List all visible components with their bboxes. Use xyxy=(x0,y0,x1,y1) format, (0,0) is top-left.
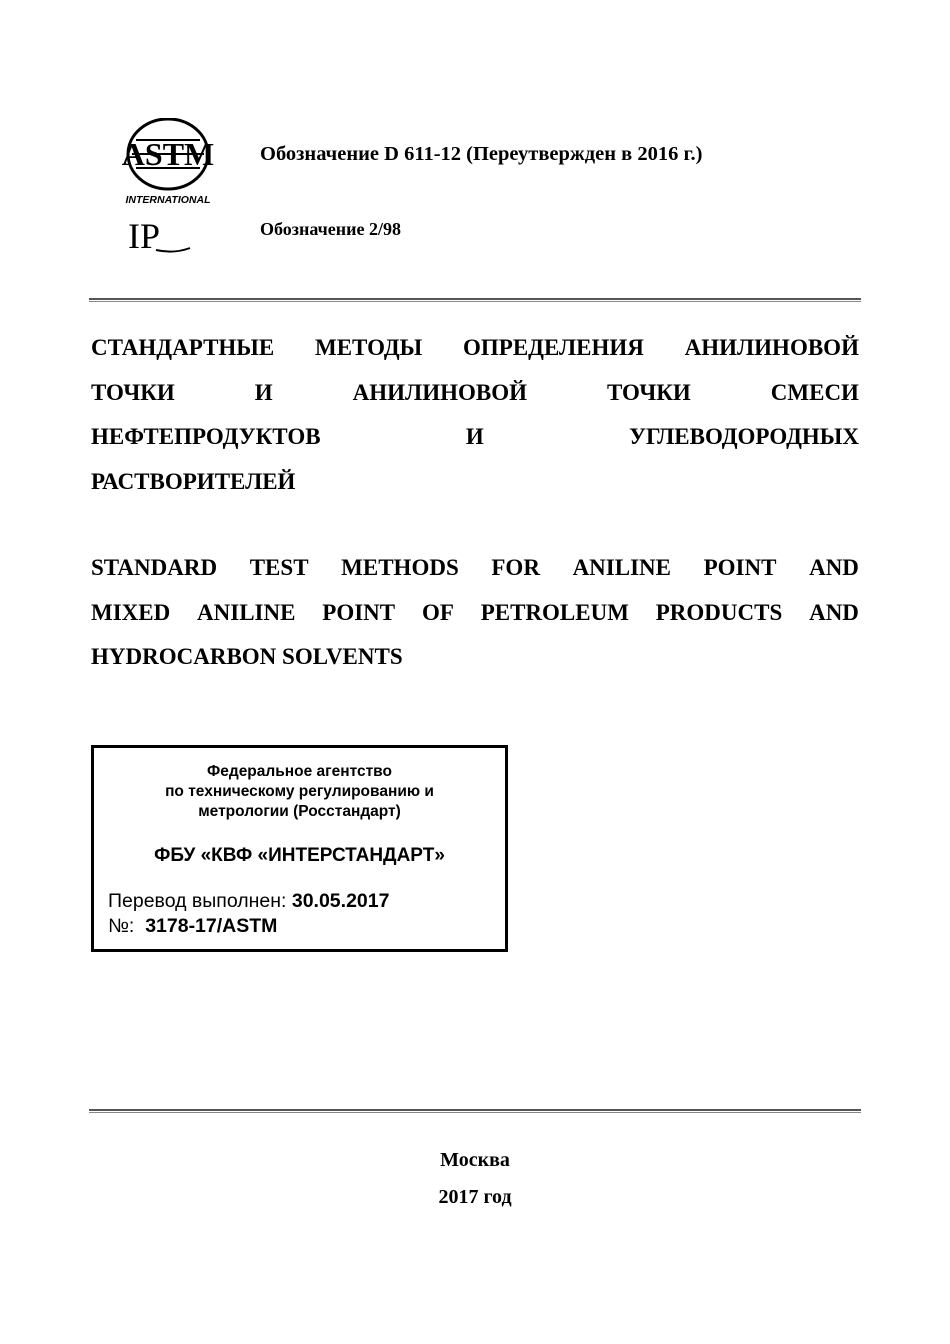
stamp-agency-line: по техническому регулированию и xyxy=(165,783,434,800)
title-word: И xyxy=(465,424,484,449)
title-ru-line xyxy=(91,371,859,416)
title-word: AND xyxy=(809,599,859,625)
title-word: PRODUCTS xyxy=(655,599,783,625)
bottom-divider xyxy=(89,1109,861,1114)
title-word: ANILINE xyxy=(572,555,671,580)
ip-logo xyxy=(126,218,192,256)
title-ru-line xyxy=(91,460,859,505)
title-ru-line xyxy=(91,415,859,460)
title-en-line xyxy=(91,546,859,591)
title-russian xyxy=(91,326,859,504)
title-word: АНИЛИНОВОЙ xyxy=(684,335,859,360)
translation-stamp xyxy=(91,745,508,952)
title-word: TEST xyxy=(249,555,309,580)
stamp-organization: ФБУ «КВФ «ИНТЕРСТАНДАРТ» xyxy=(154,845,445,866)
title-word: MIXED xyxy=(91,599,171,625)
stamp-number-label: №: xyxy=(108,915,135,937)
title-word: ОПРЕДЕЛЕНИЯ xyxy=(462,335,644,360)
title-word: POINT xyxy=(703,555,777,580)
astm-logo-text: ASTM xyxy=(122,136,215,172)
title-en-line xyxy=(91,635,859,680)
stamp-agency xyxy=(94,762,505,822)
top-divider xyxy=(89,298,861,303)
title-word: PETROLEUM xyxy=(480,599,629,625)
ip-logo-text: IP xyxy=(128,218,161,256)
designation-secondary: Обозначение 2/98 xyxy=(260,219,402,239)
stamp-translated-label: Перевод выполнен: xyxy=(108,890,287,912)
designation-title: Обозначение D 611-12 (Переутвержден в 2016 г.) xyxy=(260,143,703,165)
title-word: УГЛЕВОДОРОДНЫХ xyxy=(629,424,859,449)
publication-city: Москва xyxy=(440,1149,510,1171)
stamp-number-value: 3178-17/ASTM xyxy=(145,915,278,937)
stamp-number-row xyxy=(108,915,277,938)
title-word: OF xyxy=(421,599,454,625)
title-en-line xyxy=(91,591,859,636)
title-word: HYDROCARBON SOLVENTS xyxy=(91,644,403,669)
title-word: АНИЛИНОВОЙ xyxy=(352,379,527,405)
stamp-translated-row xyxy=(108,890,389,913)
title-word: ТОЧКИ xyxy=(91,379,175,405)
title-word: ANILINE xyxy=(197,599,296,625)
title-word: И xyxy=(254,379,273,405)
stamp-agency-line: Федеральное агентство xyxy=(207,763,392,780)
title-word: СТАНДАРТНЫЕ xyxy=(91,335,275,360)
publication-year: 2017 год xyxy=(438,1186,512,1208)
astm-logo-subtext: INTERNATIONAL xyxy=(125,194,211,206)
title-word: METHODS xyxy=(341,555,459,580)
title-word: НЕФТЕПРОДУКТОВ xyxy=(91,424,321,449)
title-word: FOR xyxy=(491,555,540,580)
title-word: РАСТВОРИТЕЛЕЙ xyxy=(91,468,296,494)
stamp-agency-line: метрологии (Росстандарт) xyxy=(198,803,401,820)
title-word: POINT xyxy=(322,599,396,625)
title-word: STANDARD xyxy=(91,555,218,580)
title-word: ТОЧКИ xyxy=(606,379,691,405)
title-word: МЕТОДЫ xyxy=(314,335,423,360)
title-english xyxy=(91,546,859,680)
stamp-translated-date: 30.05.2017 xyxy=(291,890,390,912)
title-word: СМЕСИ xyxy=(770,379,859,405)
title-word: AND xyxy=(809,555,859,580)
title-ru-line xyxy=(91,326,859,371)
astm-logo xyxy=(122,118,216,208)
